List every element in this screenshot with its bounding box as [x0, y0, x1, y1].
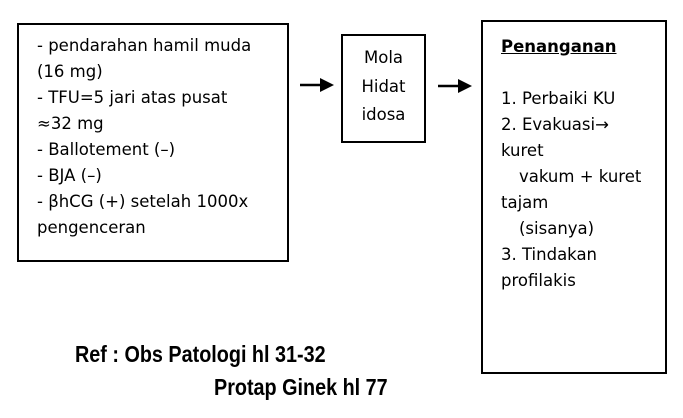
- management-line: 3. Tindakan: [501, 245, 598, 264]
- finding-line: pengenceran: [37, 218, 146, 237]
- finding-line: - Ballotement (–): [37, 140, 176, 159]
- right-arrow-icon: [300, 78, 334, 92]
- right-arrow-icon: [438, 79, 472, 93]
- reference-line-2: Protap Ginek hl 77: [214, 374, 388, 400]
- finding-line: - βhCG (+) setelah 1000x: [37, 192, 249, 211]
- management-title: Penanganan: [501, 37, 617, 56]
- findings-box: [17, 23, 289, 262]
- diagnosis-box: [341, 34, 426, 143]
- diagnosis-line: Mola: [363, 48, 404, 67]
- finding-line: (16 mg): [37, 62, 103, 81]
- diagnosis-line: Hidat: [361, 76, 406, 96]
- reference-line-1: Ref : Obs Patologi hl 31-32: [75, 341, 326, 367]
- finding-line: - TFU=5 jari atas pusat: [37, 88, 228, 107]
- management-line: 2. Evakuasi→: [501, 115, 609, 134]
- diagnosis-line: idosa: [361, 105, 406, 124]
- management-line: (sisanya): [519, 219, 595, 238]
- management-box: [481, 20, 667, 374]
- management-line: vakum + kuret: [519, 167, 642, 186]
- management-line: profilakis: [501, 271, 576, 290]
- management-line: 1. Perbaiki KU: [501, 89, 616, 108]
- management-line: tajam: [501, 193, 549, 212]
- finding-line: ≈32 mg: [37, 114, 104, 133]
- finding-line: - BJA (–): [37, 166, 102, 185]
- management-line: kuret: [501, 141, 544, 160]
- finding-line: - pendarahan hamil muda: [37, 36, 252, 55]
